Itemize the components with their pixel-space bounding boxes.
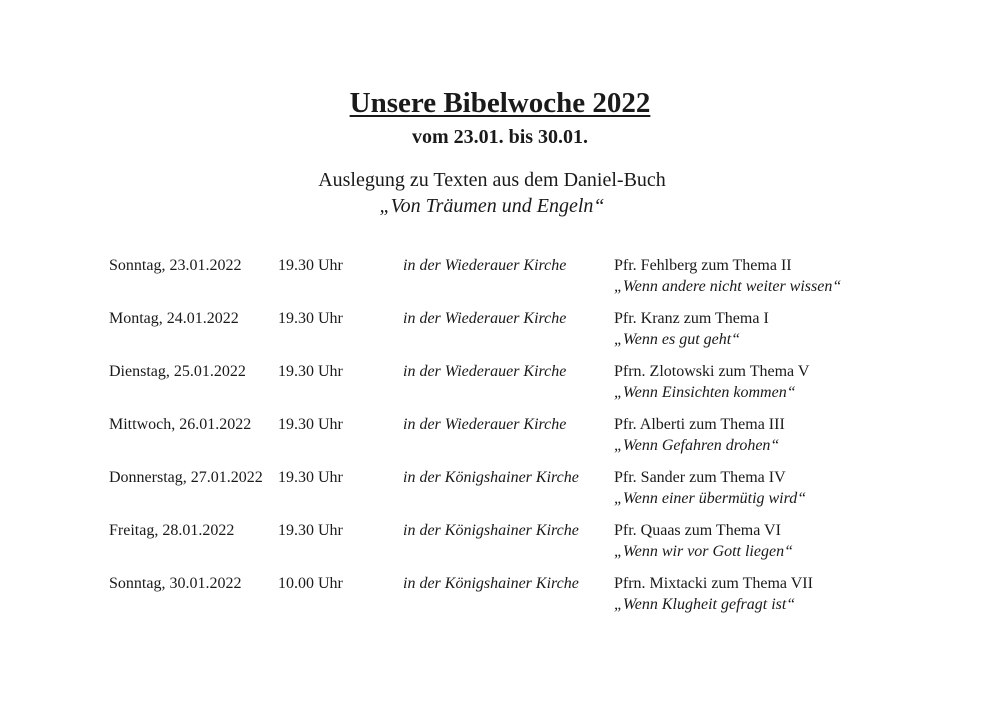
schedule-row [0, 520, 1000, 573]
row-speaker: Pfr. Alberti zum Thema III [614, 416, 785, 433]
row-speaker: Pfrn. Mixtacki zum Thema VII [614, 575, 813, 592]
row-time: 19.30 Uhr [278, 363, 343, 380]
schedule-row [0, 414, 1000, 467]
row-day: Freitag, 28.01.2022 [109, 522, 235, 539]
row-day: Sonntag, 30.01.2022 [109, 575, 242, 592]
schedule-row [0, 573, 1000, 626]
motto: „Von Träumen und Engeln“ [379, 195, 605, 217]
row-day: Montag, 24.01.2022 [109, 310, 239, 327]
schedule-row [0, 255, 1000, 308]
row-speaker: Pfrn. Zlotowski zum Thema V [614, 363, 810, 380]
schedule-row [0, 308, 1000, 361]
row-day: Sonntag, 23.01.2022 [109, 257, 242, 274]
row-theme: „Wenn Einsichten kommen“ [614, 384, 796, 401]
row-place: in der Wiederauer Kirche [403, 257, 567, 274]
row-speaker: Pfr. Fehlberg zum Thema II [614, 257, 792, 274]
row-speaker: Pfr. Quaas zum Thema VI [614, 522, 781, 539]
row-time: 19.30 Uhr [278, 522, 343, 539]
row-theme: „Wenn Klugheit gefragt ist“ [614, 596, 796, 613]
row-place: in der Wiederauer Kirche [403, 416, 567, 433]
row-place: in der Königshainer Kirche [403, 522, 579, 539]
subtitle: Auslegung zu Texten aus dem Daniel-Buch [318, 169, 666, 191]
row-time: 19.30 Uhr [278, 310, 343, 327]
title-text: Unsere Bibelwoche 2022 [349, 87, 651, 119]
row-day: Mittwoch, 26.01.2022 [109, 416, 252, 433]
row-day: Donnerstag, 27.01.2022 [109, 469, 263, 486]
row-theme: „Wenn wir vor Gott liegen“ [614, 543, 793, 560]
row-place: in der Wiederauer Kirche [403, 363, 567, 380]
row-theme: „Wenn Gefahren drohen“ [614, 437, 780, 454]
row-speaker: Pfr. Kranz zum Thema I [614, 310, 769, 327]
row-time: 19.30 Uhr [278, 469, 343, 486]
row-time: 10.00 Uhr [278, 575, 343, 592]
schedule-row [0, 361, 1000, 414]
row-place: in der Wiederauer Kirche [403, 310, 567, 327]
page-title [0, 86, 1000, 120]
schedule-list [0, 255, 1000, 626]
schedule-row [0, 467, 1000, 520]
row-theme: „Wenn andere nicht weiter wissen“ [614, 278, 842, 295]
row-place: in der Königshainer Kirche [403, 469, 579, 486]
date-range: vom 23.01. bis 30.01. [411, 126, 589, 148]
row-time: 19.30 Uhr [278, 416, 343, 433]
row-theme: „Wenn einer übermütig wird“ [614, 490, 807, 507]
row-place: in der Königshainer Kirche [403, 575, 579, 592]
row-theme: „Wenn es gut geht“ [614, 331, 741, 348]
row-day: Dienstag, 25.01.2022 [109, 363, 246, 380]
row-time: 19.30 Uhr [278, 257, 343, 274]
row-speaker: Pfr. Sander zum Thema IV [614, 469, 786, 486]
